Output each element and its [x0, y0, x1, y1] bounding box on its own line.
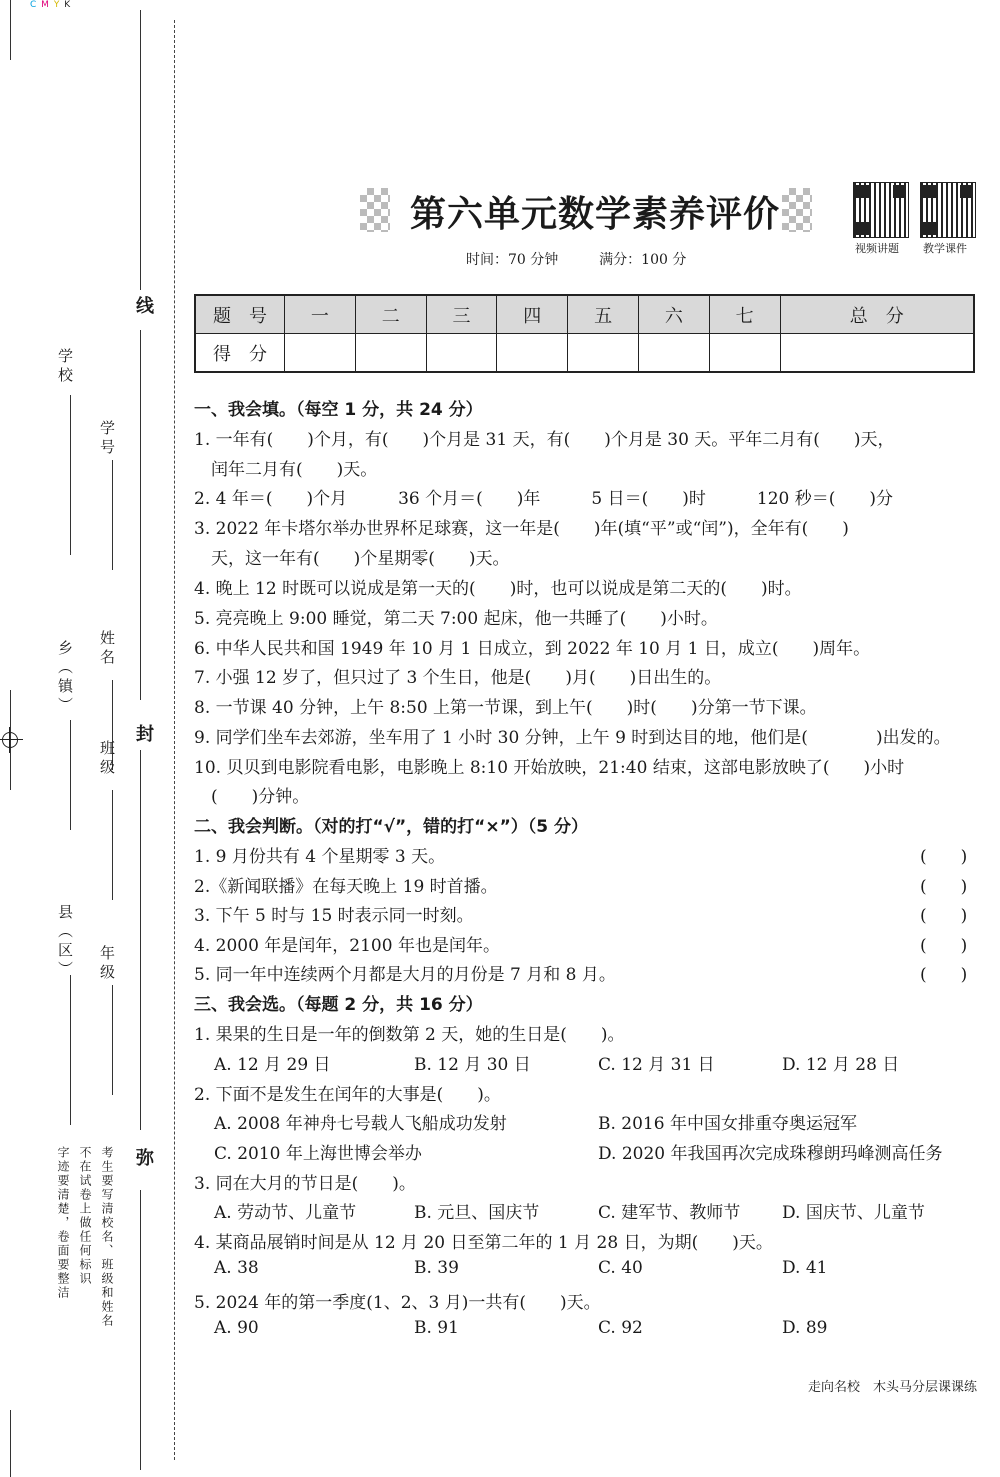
registration-mark-icon	[2, 732, 18, 748]
binding-dashed-line	[174, 20, 175, 1460]
score-input-cell[interactable]	[709, 334, 780, 373]
page-footer: 走向名校 木头马分层课课练	[808, 1380, 978, 1395]
title-decoration-right	[782, 188, 812, 232]
table-cell: 三	[426, 295, 497, 334]
score-table	[194, 294, 975, 373]
binding-rule	[140, 10, 141, 290]
fill-question[interactable]: 3. 2022 年卡塔尔举办世界杯足球赛，这一年是( )年(填“平”或“闰”)，全年有( )	[194, 519, 849, 539]
judge-answer-blank[interactable]: ( )	[920, 936, 968, 956]
time-limit: 时间：70 分钟	[466, 252, 559, 268]
score-input-cell[interactable]	[426, 334, 497, 373]
section-heading: 三、我会选。（每题 2 分，共 16 分）	[194, 995, 483, 1015]
field-rule	[70, 975, 71, 1125]
judge-question: 2.《新闻联播》在每天晚上 19 时首播。	[194, 877, 498, 897]
cmyk-c: C	[30, 0, 38, 10]
choice-option[interactable]: D. 12 月 28 日	[782, 1055, 900, 1075]
judge-question: 1. 9 月份共有 4 个星期零 3 天。	[194, 847, 446, 867]
town-label: 乡（镇）	[56, 640, 74, 716]
cmyk-m: M	[41, 0, 50, 10]
choice-question: 2. 下面不是发生在闰年的大事是( )。	[194, 1085, 501, 1105]
crop-mark	[10, 0, 11, 60]
table-cell: 四	[497, 295, 568, 334]
fill-question[interactable]: ( )分钟。	[194, 787, 310, 807]
judge-answer-blank[interactable]: ( )	[920, 847, 968, 867]
choice-option[interactable]: A. 12 月 29 日	[214, 1055, 331, 1075]
choice-question: 3. 同在大月的节日是( )。	[194, 1174, 416, 1194]
score-input-cell[interactable]	[568, 334, 639, 373]
fill-question[interactable]: 6. 中华人民共和国 1949 年 10 月 1 日成立，到 2022 年 10 月 1 日，成立( )周年。	[194, 639, 871, 659]
notice-line: 字迹要清楚，卷面要整洁	[56, 1146, 70, 1300]
qr-code-icon[interactable]	[853, 182, 909, 238]
table-cell: 五	[568, 295, 639, 334]
field-rule	[70, 720, 71, 830]
cmyk-k: K	[64, 0, 72, 10]
fill-question[interactable]: 9. 同学们坐车去郊游，坐车用了 1 小时 30 分钟，上午 9 时到达目的地，他们是( )出发的。	[194, 728, 951, 748]
qr-label-courseware: 教学课件	[923, 242, 967, 255]
fill-question[interactable]: 7. 小强 12 岁了，但只过了 3 个生日，他是( )月( )日出生的。	[194, 668, 722, 688]
section-heading: 二、我会判断。（对的打“√”，错的打“×”）（5 分）	[194, 817, 589, 837]
cut-mark-seal: 封	[133, 724, 154, 742]
table-cell: 六	[638, 295, 709, 334]
fill-question[interactable]: 2. 4 年＝( )个月 36 个月＝( )年 5 日＝( )时 120 秒＝( )分	[194, 489, 894, 509]
fill-question[interactable]: 4. 晚上 12 时既可以说成是第一天的( )时，也可以说成是第二天的( )时。	[194, 579, 802, 599]
choice-option[interactable]: B. 12 月 30 日	[414, 1055, 531, 1075]
choice-option[interactable]: A. 劳动节、儿童节	[214, 1203, 357, 1223]
notice-line: 不在试卷上做任何标识	[78, 1146, 92, 1286]
choice-option[interactable]: B. 39	[414, 1258, 459, 1278]
choice-option[interactable]: B. 2016 年中国女排重夺奥运冠军	[598, 1114, 857, 1134]
choice-question: 1. 果果的生日是一年的倒数第 2 天，她的生日是( )。	[194, 1025, 625, 1045]
table-cell: 一	[285, 295, 356, 334]
choice-option[interactable]: D. 2020 年我国再次完成珠穆朗玛峰测高任务	[598, 1144, 943, 1164]
score-input-cell[interactable]	[497, 334, 568, 373]
table-cell: 二	[355, 295, 426, 334]
binding-rule	[140, 750, 141, 1130]
full-score: 满分：100 分	[599, 252, 687, 268]
judge-question: 5. 同一年中连续两个月都是大月的月份是 7 月和 8 月。	[194, 965, 616, 985]
binding-rule	[140, 1190, 141, 1470]
page-title: 第六单元数学素养评价	[410, 194, 781, 235]
score-table-header-row	[195, 295, 974, 334]
table-cell: 题 号	[195, 295, 285, 334]
field-rule	[70, 395, 71, 555]
table-cell: 七	[709, 295, 780, 334]
choice-option[interactable]: D. 89	[782, 1318, 828, 1338]
choice-option[interactable]: C. 12 月 31 日	[598, 1055, 715, 1075]
fill-question[interactable]: 10. 贝贝到电影院看电影，电影晚上 8:10 开始放映，21:40 结束，这部电影放映了( )小时	[194, 758, 905, 778]
choice-option[interactable]: C. 建军节、教师节	[598, 1203, 741, 1223]
choice-option[interactable]: D. 41	[782, 1258, 828, 1278]
score-input-cell[interactable]	[285, 334, 356, 373]
fill-question[interactable]: 天，这一年有( )个星期零( )天。	[194, 549, 510, 569]
fill-question[interactable]: 8. 一节课 40 分钟，上午 8:50 上第一节课，到上午( )时( )分第一节下课。	[194, 698, 817, 718]
name-label: 姓名	[98, 630, 116, 668]
choice-question: 4. 某商品展销时间是从 12 月 20 日至第二年的 1 月 28 日，为期( )天。	[194, 1233, 773, 1253]
judge-answer-blank[interactable]: ( )	[920, 965, 968, 985]
choice-option[interactable]: C. 40	[598, 1258, 643, 1278]
grade-label: 年级	[98, 945, 116, 983]
field-rule	[112, 985, 113, 1095]
title-decoration-left	[360, 188, 390, 232]
choice-option[interactable]: C. 2010 年上海世博会举办	[214, 1144, 422, 1164]
judge-answer-blank[interactable]: ( )	[920, 906, 968, 926]
fill-question[interactable]: 5. 亮亮晚上 9:00 睡觉，第二天 7:00 起床，他一共睡了( )小时。	[194, 609, 718, 629]
cmyk-y: Y	[53, 0, 61, 10]
cmyk-mark	[30, 0, 71, 10]
table-cell: 得 分	[195, 334, 285, 373]
choice-option[interactable]: B. 元旦、国庆节	[414, 1203, 540, 1223]
cut-mark-line: 线	[133, 296, 154, 314]
choice-option[interactable]: B. 91	[414, 1318, 459, 1338]
score-input-cell[interactable]	[355, 334, 426, 373]
score-input-cell[interactable]	[638, 334, 709, 373]
crop-mark	[10, 1410, 11, 1477]
exam-notice	[52, 1146, 118, 1328]
school-label: 学校	[56, 348, 74, 386]
score-input-cell[interactable]	[780, 334, 974, 373]
choice-option[interactable]: A. 38	[214, 1258, 259, 1278]
table-cell: 总 分	[780, 295, 974, 334]
choice-option[interactable]: C. 92	[598, 1318, 643, 1338]
section-heading: 一、我会填。（每空 1 分，共 24 分）	[194, 400, 483, 420]
choice-option[interactable]: D. 国庆节、儿童节	[782, 1203, 925, 1223]
score-table-score-row	[195, 334, 974, 373]
field-rule	[112, 460, 113, 570]
county-label: 县（区）	[56, 904, 74, 980]
binding-rule	[140, 330, 141, 700]
fill-question[interactable]: 闰年二月有( )天。	[194, 460, 378, 480]
judge-question: 4. 2000 年是闰年，2100 年也是闰年。	[194, 936, 500, 956]
qr-code-icon[interactable]	[920, 182, 976, 238]
student-no-label: 学号	[98, 420, 116, 458]
notice-line: 考生要写清校名、班级和姓名	[100, 1146, 114, 1328]
judge-question: 3. 下午 5 时与 15 时表示同一时刻。	[194, 906, 474, 926]
fill-question[interactable]: 1. 一年有( )个月，有( )个月是 31 天，有( )个月是 30 天。平年二月有( )天，	[194, 430, 895, 450]
choice-option[interactable]: A. 2008 年神舟七号载人飞船成功发射	[214, 1114, 507, 1134]
cut-mark-close: 弥	[133, 1148, 154, 1166]
class-label: 班级	[98, 740, 116, 778]
choice-question: 5. 2024 年的第一季度(1、2、3 月)一共有( )天。	[194, 1293, 601, 1313]
judge-answer-blank[interactable]: ( )	[920, 877, 968, 897]
qr-label-video: 视频讲题	[855, 242, 899, 255]
choice-option[interactable]: A. 90	[214, 1318, 259, 1338]
exam-info	[466, 249, 686, 269]
field-rule	[112, 790, 113, 900]
